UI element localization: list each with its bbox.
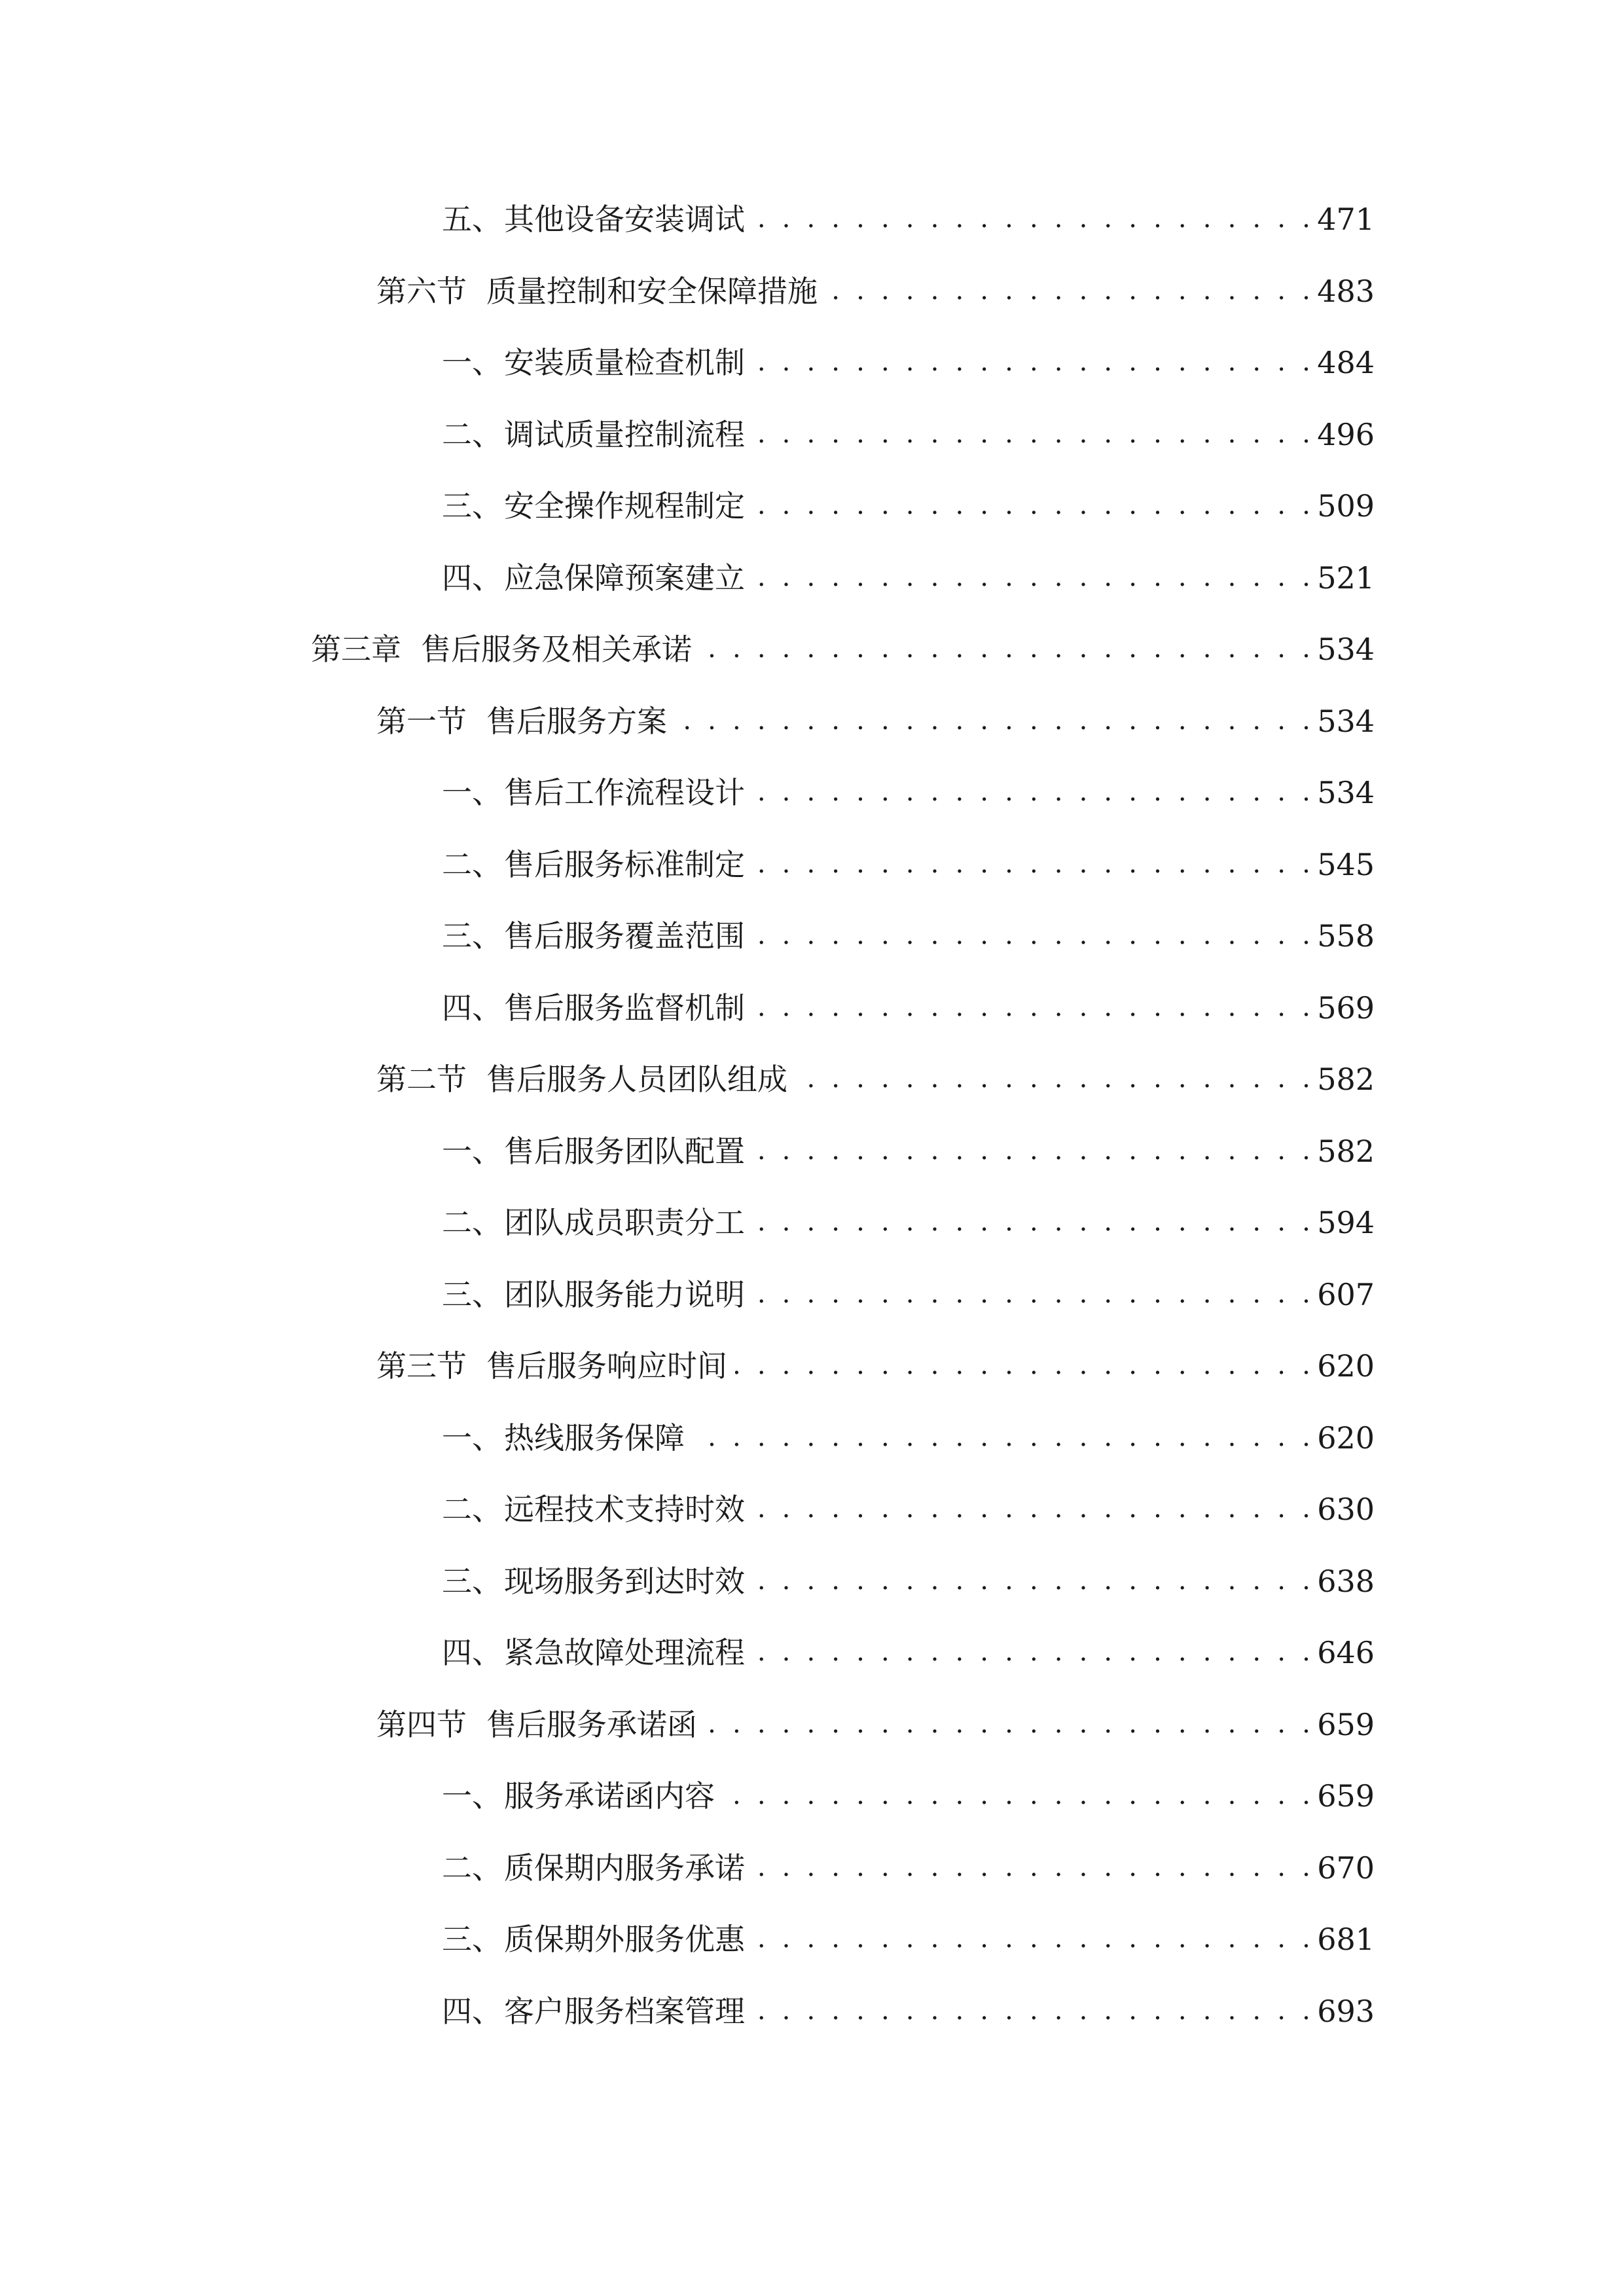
toc-page-number: 670 (1317, 1850, 1375, 1886)
toc-page-number: 681 (1317, 1922, 1375, 1957)
toc-page-number: 659 (1317, 1707, 1375, 1742)
toc-page-number: 509 (1317, 488, 1375, 524)
toc-page-number: 534 (1317, 704, 1375, 739)
toc-page-number: 483 (1317, 274, 1375, 309)
toc-title: 售后服务响应时间 (486, 1348, 727, 1384)
toc-row[interactable] (442, 1265, 1375, 1324)
toc-row[interactable] (376, 262, 1375, 321)
toc-row[interactable] (442, 1480, 1375, 1539)
toc-page-number: 521 (1317, 560, 1375, 596)
toc-row[interactable] (442, 1552, 1375, 1611)
toc-page-number: 471 (1317, 202, 1375, 237)
toc-dot-leader (753, 850, 1314, 880)
toc-prefix: 一、 (442, 775, 502, 810)
toc-row[interactable] (442, 333, 1375, 392)
toc-page-number: 646 (1317, 1635, 1375, 1670)
toc-dot-leader (753, 348, 1314, 378)
toc-dot-leader (753, 993, 1314, 1023)
toc-title: 调试质量控制流程 (504, 417, 745, 452)
toc-prefix: 一、 (442, 1134, 502, 1169)
toc-prefix: 第二节 (376, 1062, 467, 1097)
toc-title: 紧急故障处理流程 (504, 1635, 745, 1670)
toc-row[interactable] (442, 978, 1375, 1037)
toc-title: 售后服务监督机制 (504, 990, 745, 1026)
toc-dot-leader (753, 1494, 1314, 1524)
toc-row[interactable] (442, 476, 1375, 535)
toc-title: 远程技术支持时效 (504, 1492, 745, 1527)
toc-dot-leader (675, 706, 1314, 736)
toc-prefix: 四、 (442, 1994, 502, 2029)
toc-row[interactable] (442, 1910, 1375, 1969)
toc-row[interactable] (376, 1336, 1375, 1395)
toc-dot-leader (753, 1853, 1314, 1883)
toc-dot-leader (753, 1136, 1314, 1166)
toc-prefix: 三、 (442, 1922, 502, 1957)
toc-prefix: 二、 (442, 1205, 502, 1240)
toc-dot-leader (753, 1996, 1314, 2026)
toc-dot-leader (700, 634, 1314, 664)
toc-row[interactable] (442, 1193, 1375, 1252)
toc-title: 售后服务覆盖范围 (504, 918, 745, 954)
toc-dot-leader (753, 778, 1314, 808)
toc-dot-leader (753, 1208, 1314, 1238)
toc-page-number: 484 (1317, 345, 1375, 380)
toc-title: 售后服务团队配置 (504, 1134, 745, 1169)
toc-page-number: 594 (1317, 1205, 1375, 1240)
toc-title: 安全操作规程制定 (504, 488, 745, 524)
toc-row[interactable] (442, 1623, 1375, 1682)
toc-row[interactable] (442, 548, 1375, 607)
toc-page-number: 620 (1317, 1420, 1375, 1456)
toc-title: 现场服务到达时效 (504, 1564, 745, 1599)
toc-prefix: 四、 (442, 990, 502, 1026)
toc-page-number: 534 (1317, 632, 1375, 667)
toc-title: 质保期内服务承诺 (504, 1850, 745, 1886)
toc-title: 客户服务档案管理 (504, 1994, 745, 2029)
toc-dot-leader (753, 204, 1314, 234)
toc-prefix: 三、 (442, 1564, 502, 1599)
toc-row[interactable] (442, 1122, 1375, 1181)
toc-row[interactable] (442, 1767, 1375, 1825)
toc-prefix: 二、 (442, 847, 502, 882)
toc-dot-leader (753, 563, 1314, 593)
toc-prefix: 五、 (442, 202, 502, 237)
toc-title: 售后服务及相关承诺 (421, 632, 692, 667)
toc-dot-leader (753, 1924, 1314, 1954)
toc-page-number: 659 (1317, 1778, 1375, 1814)
toc-title: 应急保障预案建立 (504, 560, 745, 596)
toc-prefix: 二、 (442, 1850, 502, 1886)
toc-row[interactable] (442, 906, 1375, 965)
toc-prefix: 一、 (442, 1420, 502, 1456)
toc-row[interactable] (442, 1982, 1375, 2041)
toc-dot-leader (825, 276, 1314, 306)
toc-page-number: 582 (1317, 1062, 1375, 1097)
toc-page-number: 558 (1317, 918, 1375, 954)
toc-row[interactable] (376, 692, 1375, 751)
toc-title: 服务承诺函内容 (504, 1778, 715, 1814)
toc-prefix: 二、 (442, 1492, 502, 1527)
toc-page-number: 693 (1317, 1994, 1375, 2029)
toc-page-number: 638 (1317, 1564, 1375, 1599)
toc-title: 团队服务能力说明 (504, 1277, 745, 1312)
toc-title: 热线服务保障 (504, 1420, 685, 1456)
toc-dot-leader (795, 1064, 1314, 1094)
toc-title: 售后工作流程设计 (504, 775, 745, 810)
toc-title: 售后服务方案 (486, 704, 667, 739)
toc-row[interactable] (376, 1050, 1375, 1109)
toc-title: 团队成员职责分工 (504, 1205, 745, 1240)
toc-prefix: 四、 (442, 560, 502, 596)
toc-row[interactable] (442, 835, 1375, 894)
toc-dot-leader (753, 1638, 1314, 1668)
toc-dot-leader (753, 420, 1314, 450)
toc-prefix: 三、 (442, 488, 502, 524)
toc-dot-leader (723, 1781, 1314, 1811)
toc-prefix: 第六节 (376, 274, 467, 309)
toc-title: 售后服务人员团队组成 (486, 1062, 787, 1097)
toc-title: 安装质量检查机制 (504, 345, 745, 380)
toc-page-number: 607 (1317, 1277, 1375, 1312)
toc-title: 质量控制和安全保障措施 (486, 274, 818, 309)
toc-row[interactable] (311, 620, 1375, 679)
toc-prefix: 第一节 (376, 704, 467, 739)
toc-prefix: 第三章 (311, 632, 401, 667)
toc-dot-leader (693, 1423, 1314, 1453)
toc-title: 售后服务承诺函 (486, 1707, 697, 1742)
toc-page-number: 569 (1317, 990, 1375, 1026)
toc-page-number: 545 (1317, 847, 1375, 882)
toc-row[interactable] (442, 1839, 1375, 1897)
toc-dot-leader (753, 1280, 1314, 1310)
toc-row[interactable] (442, 405, 1375, 464)
toc-prefix: 三、 (442, 918, 502, 954)
toc-prefix: 一、 (442, 345, 502, 380)
toc-dot-leader (753, 1566, 1314, 1596)
toc-row[interactable] (442, 763, 1375, 822)
toc-prefix: 第三节 (376, 1348, 467, 1384)
toc-row[interactable] (376, 1695, 1375, 1754)
toc-dot-leader (735, 1351, 1314, 1381)
toc-title: 其他设备安装调试 (504, 202, 745, 237)
toc-page-number: 620 (1317, 1348, 1375, 1384)
toc-prefix: 二、 (442, 417, 502, 452)
toc-page-number: 534 (1317, 775, 1375, 810)
toc-dot-leader (753, 921, 1314, 951)
toc-prefix: 第四节 (376, 1707, 467, 1742)
toc-row[interactable] (442, 190, 1375, 249)
toc-dot-leader (705, 1710, 1314, 1740)
toc-prefix: 三、 (442, 1277, 502, 1312)
toc-dot-leader (753, 491, 1314, 521)
toc-page-number: 496 (1317, 417, 1375, 452)
toc-page-number: 630 (1317, 1492, 1375, 1527)
toc-title: 质保期外服务优惠 (504, 1922, 745, 1957)
toc-page-number: 582 (1317, 1134, 1375, 1169)
toc-row[interactable] (442, 1408, 1375, 1467)
toc-prefix: 一、 (442, 1778, 502, 1814)
toc-title: 售后服务标准制定 (504, 847, 745, 882)
toc-prefix: 四、 (442, 1635, 502, 1670)
